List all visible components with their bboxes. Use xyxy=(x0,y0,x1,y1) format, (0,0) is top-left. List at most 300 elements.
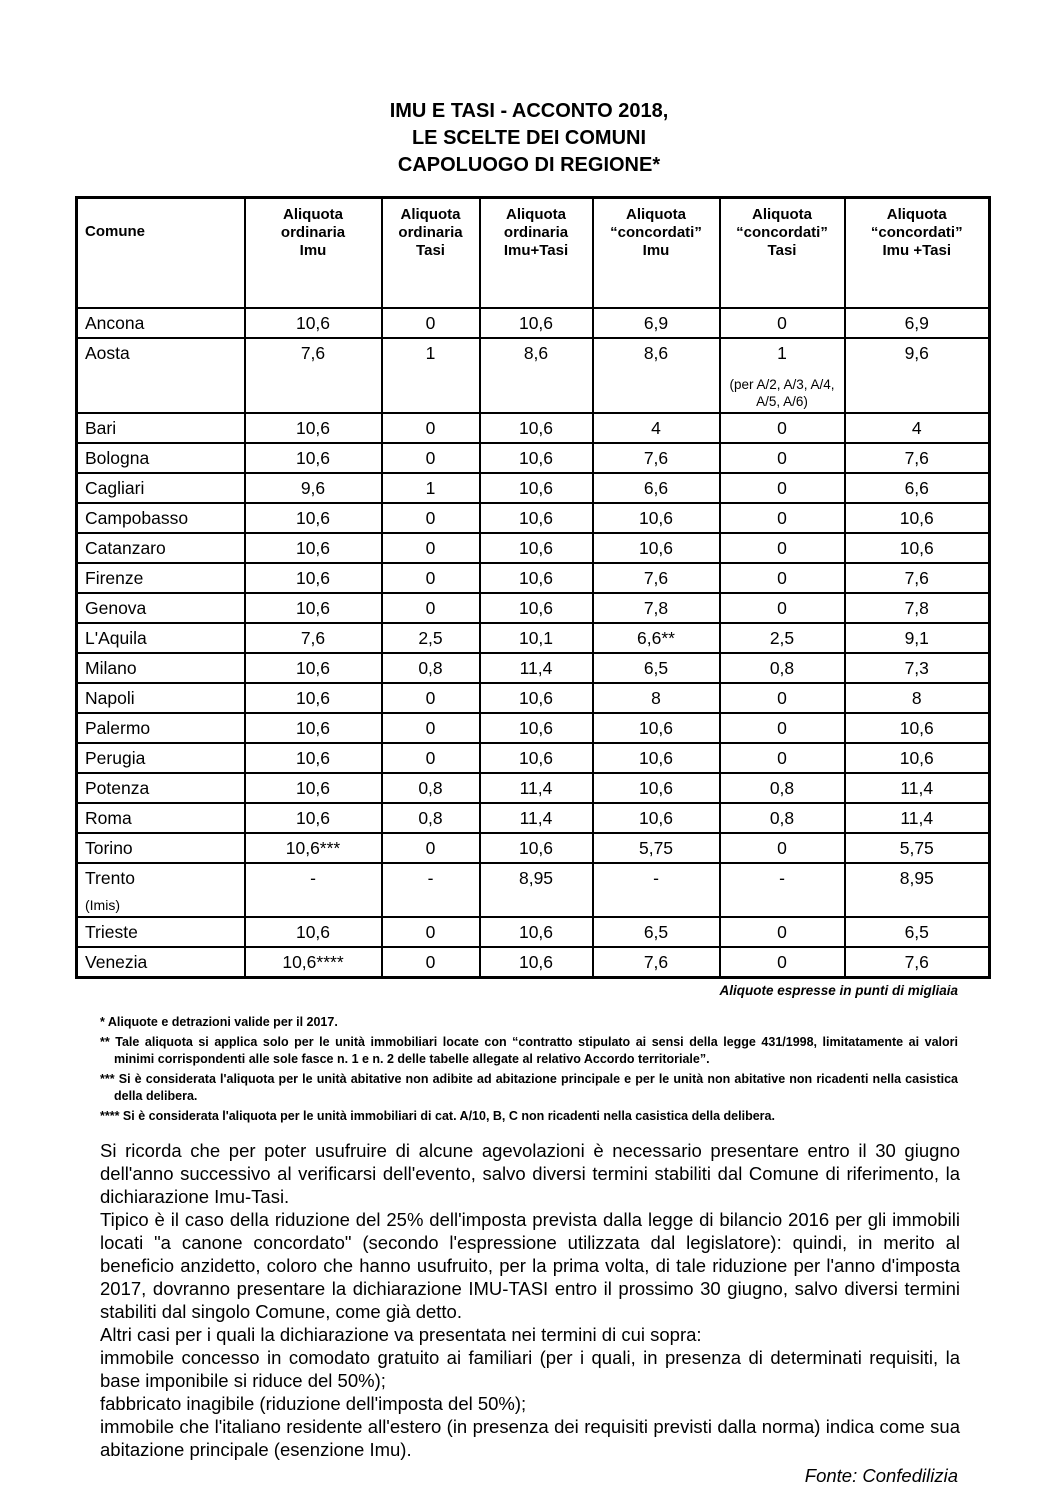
cell-value: 0 xyxy=(777,313,787,333)
value-cell xyxy=(245,308,382,338)
cell-value: 11,4 xyxy=(519,808,553,828)
value-cell xyxy=(845,473,990,503)
cell-value: 7,6 xyxy=(904,568,929,588)
value-cell xyxy=(720,917,845,947)
value-cell xyxy=(245,653,382,683)
cell-value: 1 xyxy=(425,343,436,363)
cell-value: 7,6 xyxy=(904,448,929,468)
cell-value: 0 xyxy=(425,313,436,333)
cell-value: 10,6 xyxy=(518,922,554,942)
cell-value: 0 xyxy=(777,478,787,498)
cell-value: 10,6 xyxy=(295,778,331,798)
footnote: *** Si è considerata l'aliquota per le unità abitative non adibite ad abitazione principale e per le unità non abitative non ricadenti nella casistica della delibera. xyxy=(100,1072,958,1103)
cell-value: 0,8 xyxy=(769,658,795,678)
value-cell xyxy=(480,563,593,593)
value-cell xyxy=(593,308,720,338)
column-header xyxy=(845,198,990,309)
cell-value: 10,6 xyxy=(518,478,554,498)
comune-name: Bologna xyxy=(85,448,150,468)
header-line: Imu xyxy=(299,242,327,259)
table-row xyxy=(77,713,990,743)
comune-cell xyxy=(77,473,245,503)
comune-name: L'Aquila xyxy=(85,628,147,648)
body-paragraph: Tipico è il caso della riduzione del 25% dell'imposta prevista dalla legge di bilancio 2016 per gli immobili locati "a canone concordato" (secondo l'espressione utilizzata dal legislatore): quindi, in merito al beneficio anzidetto, coloro che hanno usufruito, per la prima volta, di tale riduzione per l'anno d'imposta 2017, dovranno presentare la dichiarazione IMU-TASI entro il prossimo 30 giugno, salvo diversi termini stabiliti dal singolo Comune, come già detto. xyxy=(100,1209,960,1322)
header-line: Aliquota xyxy=(283,206,343,223)
cell-value: 0 xyxy=(777,748,787,768)
value-cell xyxy=(480,413,593,443)
value-cell xyxy=(593,917,720,947)
cell-value: 7,6 xyxy=(300,343,326,363)
rates-table xyxy=(75,196,991,979)
cell-value: 0 xyxy=(425,448,436,468)
value-cell xyxy=(382,338,480,413)
cell-value: 0,8 xyxy=(418,778,443,798)
value-cell xyxy=(593,833,720,863)
table-row xyxy=(77,443,990,473)
header-line: ordinaria xyxy=(280,224,346,241)
cell-value: 10,6 xyxy=(638,778,674,798)
cell-value: 0 xyxy=(425,688,436,708)
cell-value: 6,5 xyxy=(643,922,669,942)
cell-value: 0,8 xyxy=(418,808,443,828)
value-cell xyxy=(245,338,382,413)
cell-value: 6,9 xyxy=(643,313,669,333)
table-row xyxy=(77,833,990,863)
value-cell xyxy=(593,413,720,443)
value-cell xyxy=(480,623,593,653)
cell-value: 10,6 xyxy=(899,538,934,558)
table-row xyxy=(77,863,990,917)
cell-value: 10,6 xyxy=(295,418,331,438)
cell-value: 0 xyxy=(425,748,436,768)
value-cell xyxy=(382,773,480,803)
cell-value: 6,6 xyxy=(643,478,669,498)
cell-value: 10,6 xyxy=(518,688,554,708)
cell-value: 10,1 xyxy=(518,628,554,648)
cell-value: 9,6 xyxy=(300,478,326,498)
column-header xyxy=(480,198,593,309)
cell-value: 10,6 xyxy=(638,718,674,738)
table-row xyxy=(77,473,990,503)
value-cell xyxy=(593,683,720,713)
value-cell xyxy=(382,443,480,473)
cell-value: 0 xyxy=(425,922,436,942)
comune-cell xyxy=(77,413,245,443)
cell-value: 10,6*** xyxy=(285,838,341,858)
value-cell xyxy=(382,623,480,653)
cell-value: 0 xyxy=(777,688,787,708)
value-cell xyxy=(480,653,593,683)
value-cell xyxy=(593,713,720,743)
cell-value: 0 xyxy=(425,718,436,738)
comune-cell xyxy=(77,623,245,653)
cell-value: 10,6 xyxy=(638,748,674,768)
comune-name: Napoli xyxy=(85,688,135,708)
header-line: “concordati” xyxy=(870,224,963,241)
value-cell xyxy=(720,743,845,773)
value-cell xyxy=(382,713,480,743)
header-line: Tasi xyxy=(767,242,797,259)
value-cell xyxy=(720,653,845,683)
header-line: Aliquota xyxy=(400,206,461,223)
cell-value: 10,6 xyxy=(295,688,331,708)
cell-value: 5,75 xyxy=(899,838,934,858)
value-cell xyxy=(382,533,480,563)
cell-value: 10,6 xyxy=(899,718,934,738)
cell-value: 10,6 xyxy=(518,418,554,438)
cell-value: 11,4 xyxy=(519,658,553,678)
cell-value: 0,8 xyxy=(769,778,795,798)
header-line: Aliquota xyxy=(626,206,686,223)
value-cell xyxy=(720,833,845,863)
value-cell xyxy=(720,308,845,338)
value-cell xyxy=(245,533,382,563)
footnote: ** Tale aliquota si applica solo per le unità immobiliari locate con “contratto stipulato ai sensi della legge 431/1998, limitatamente ai valori minimi corrispondenti alle sole fasce n. 1 e n. 2 delle tabelle allegate al relativo Accordo territoriale”. xyxy=(100,1035,958,1066)
value-cell xyxy=(845,503,990,533)
cell-value: 0 xyxy=(777,952,787,972)
comune-name: Campobasso xyxy=(85,508,189,528)
table-row xyxy=(77,308,990,338)
value-cell xyxy=(845,713,990,743)
header-line: Aliquota xyxy=(752,206,812,223)
comune-cell xyxy=(77,308,245,338)
cell-value: 8,95 xyxy=(518,868,554,888)
value-cell xyxy=(845,563,990,593)
comune-cell xyxy=(77,713,245,743)
cell-value: 10,6 xyxy=(518,538,554,558)
value-cell xyxy=(593,503,720,533)
comune-cell xyxy=(77,503,245,533)
value-cell xyxy=(720,503,845,533)
comune-cell xyxy=(77,683,245,713)
cell-value: 8 xyxy=(651,688,661,708)
value-cell xyxy=(245,863,382,917)
value-cell xyxy=(245,443,382,473)
value-cell xyxy=(845,833,990,863)
header-line: ordinaria xyxy=(398,224,463,241)
table-row xyxy=(77,683,990,713)
comune-name: Trieste xyxy=(85,922,138,942)
value-cell xyxy=(480,503,593,533)
body-paragraph: Si ricorda che per poter usufruire di alcune agevolazioni è necessario presentare entro il 30 giugno dell'anno successivo al verificarsi dell'evento, salvo diversi termini stabiliti dal Comune di riferimento, la dichiarazione Imu-Tasi. xyxy=(100,1140,960,1207)
header-line: Aliquota xyxy=(506,206,566,223)
cell-value: 10,6 xyxy=(295,568,331,588)
value-cell xyxy=(382,473,480,503)
cell-value: 0 xyxy=(777,838,787,858)
comune-cell xyxy=(77,833,245,863)
table-row xyxy=(77,593,990,623)
cell-value: 10,6 xyxy=(518,313,554,333)
value-cell xyxy=(245,413,382,443)
header-line: “concordati” xyxy=(610,224,702,241)
cell-value: 10,6 xyxy=(295,448,331,468)
table-row xyxy=(77,338,990,413)
document-title xyxy=(0,0,1058,179)
value-cell xyxy=(720,563,845,593)
column-header xyxy=(720,198,845,309)
value-cell xyxy=(593,593,720,623)
cell-value: 0 xyxy=(425,508,436,528)
body-text-block xyxy=(100,1139,960,1461)
cell-value: 0 xyxy=(777,598,787,618)
cell-value: 10,6 xyxy=(518,448,554,468)
cell-value: 8,95 xyxy=(899,868,934,888)
header-line: Imu xyxy=(642,242,670,259)
value-cell xyxy=(593,803,720,833)
column-header xyxy=(593,198,720,309)
value-cell xyxy=(845,683,990,713)
comune-cell xyxy=(77,593,245,623)
value-cell xyxy=(480,863,593,917)
cell-value: 7,8 xyxy=(904,598,929,618)
cell-value: 11,4 xyxy=(519,778,553,798)
value-cell xyxy=(480,533,593,563)
column-header xyxy=(245,198,382,309)
cell-value: 10,6 xyxy=(899,748,934,768)
cell-value: 7,8 xyxy=(643,598,669,618)
value-cell xyxy=(245,563,382,593)
cell-value: 10,6 xyxy=(518,598,554,618)
value-cell xyxy=(593,863,720,917)
value-cell xyxy=(480,443,593,473)
cell-value: 10,6 xyxy=(638,538,674,558)
header-line: Comune xyxy=(85,223,145,240)
value-cell xyxy=(845,308,990,338)
comune-sub-label: (Imis) xyxy=(85,897,120,913)
value-cell xyxy=(593,773,720,803)
cell-value: 10,6 xyxy=(295,538,331,558)
value-cell xyxy=(382,503,480,533)
cell-value: - xyxy=(427,868,434,888)
value-cell xyxy=(845,947,990,978)
comune-cell xyxy=(77,947,245,978)
cell-value: 8,6 xyxy=(523,343,549,363)
cell-value: 6,6 xyxy=(904,478,929,498)
cell-value: - xyxy=(779,868,785,888)
value-cell xyxy=(480,713,593,743)
cell-value: 0,8 xyxy=(418,658,443,678)
cell-value: 10,6**** xyxy=(282,952,344,972)
value-cell xyxy=(382,833,480,863)
value-cell xyxy=(593,338,720,413)
cell-value: 7,6 xyxy=(643,448,669,468)
cell-value: 0 xyxy=(777,922,787,942)
value-cell xyxy=(593,653,720,683)
cell-value: 6,9 xyxy=(904,313,929,333)
comune-cell xyxy=(77,743,245,773)
value-cell xyxy=(382,863,480,917)
value-cell xyxy=(720,713,845,743)
comune-cell xyxy=(77,917,245,947)
cell-value: 10,6 xyxy=(518,838,554,858)
cell-value: 6,5 xyxy=(904,922,929,942)
table-header-row xyxy=(77,198,990,309)
comune-cell xyxy=(77,338,245,413)
table-row xyxy=(77,653,990,683)
table-row xyxy=(77,503,990,533)
table-row xyxy=(77,413,990,443)
value-cell xyxy=(480,473,593,503)
comune-name: Trento xyxy=(85,868,135,888)
value-cell xyxy=(845,623,990,653)
value-cell xyxy=(720,338,845,413)
cell-value: 1 xyxy=(425,478,436,498)
body-paragraph: immobile che l'italiano residente all'estero (in presenza dei requisiti previsti dalla norma) indica come sua abitazione principale (esenzione Imu). xyxy=(100,1416,960,1460)
cell-value: 0 xyxy=(425,418,436,438)
source-line: Fonte: Confedilizia xyxy=(804,1465,958,1486)
cell-value: 0 xyxy=(777,538,787,558)
value-cell xyxy=(480,338,593,413)
cell-value: 10,6 xyxy=(295,922,331,942)
cell-value: - xyxy=(653,868,659,888)
cell-value: 10,6 xyxy=(518,748,554,768)
header-line: “concordati” xyxy=(736,224,828,241)
footnote: **** Si è considerata l'aliquota per le unità immobiliari di cat. A/10, B, C non ricadenti nella casistica della delibera. xyxy=(100,1109,775,1123)
cell-value: 7,6 xyxy=(643,568,669,588)
footnotes-block xyxy=(100,1014,958,1125)
cell-value: 9,6 xyxy=(904,343,929,363)
table-caption: Aliquote espresse in punti di migliaia xyxy=(719,983,958,998)
value-cell xyxy=(720,947,845,978)
value-cell xyxy=(245,947,382,978)
cell-value: 0 xyxy=(425,568,436,588)
value-cell xyxy=(720,473,845,503)
header-line: Imu+Tasi xyxy=(503,242,569,259)
comune-name: Potenza xyxy=(85,778,150,798)
value-cell xyxy=(480,803,593,833)
value-cell xyxy=(245,473,382,503)
column-header xyxy=(382,198,480,309)
value-cell xyxy=(245,713,382,743)
value-cell xyxy=(382,743,480,773)
comune-cell xyxy=(77,443,245,473)
cell-value: 0 xyxy=(425,952,436,972)
table-row xyxy=(77,803,990,833)
value-cell xyxy=(720,413,845,443)
value-cell xyxy=(245,503,382,533)
value-cell xyxy=(845,917,990,947)
comune-name: Aosta xyxy=(85,343,130,363)
value-cell xyxy=(480,743,593,773)
cell-value: 0 xyxy=(425,538,436,558)
value-cell xyxy=(720,683,845,713)
comune-name: Bari xyxy=(85,418,117,438)
value-cell xyxy=(845,533,990,563)
cell-value: 11,4 xyxy=(900,808,934,828)
value-cell xyxy=(382,683,480,713)
cell-value: 10,6 xyxy=(899,508,934,528)
value-cell xyxy=(382,653,480,683)
header-line: Aliquota xyxy=(886,206,947,223)
value-cell xyxy=(480,308,593,338)
value-cell xyxy=(382,803,480,833)
cell-value: 10,6 xyxy=(295,748,331,768)
cell-value: 7,6 xyxy=(643,952,669,972)
body-paragraph: Altri casi per i quali la dichiarazione va presentata nei termini di cui sopra: xyxy=(100,1324,702,1345)
value-cell xyxy=(480,773,593,803)
header-line: Imu +Tasi xyxy=(882,242,951,259)
cell-value: 7,3 xyxy=(904,658,929,678)
cell-value: 10,6 xyxy=(518,952,554,972)
value-cell xyxy=(845,773,990,803)
table-row xyxy=(77,533,990,563)
cell-value: 10,6 xyxy=(295,718,331,738)
cell-value: 10,6 xyxy=(295,598,331,618)
value-cell xyxy=(593,947,720,978)
title-line-2: LE SCELTE DEI COMUNI xyxy=(411,127,647,149)
value-cell xyxy=(593,443,720,473)
value-cell xyxy=(720,773,845,803)
table-row xyxy=(77,947,990,978)
comune-cell xyxy=(77,773,245,803)
table-row xyxy=(77,563,990,593)
cell-value: 2,5 xyxy=(769,628,795,648)
value-cell xyxy=(593,743,720,773)
comune-cell xyxy=(77,653,245,683)
body-paragraph: fabbricato inagibile (riduzione dell'imposta del 50%); xyxy=(100,1393,527,1414)
value-cell xyxy=(845,443,990,473)
value-cell xyxy=(845,743,990,773)
cell-value: 0 xyxy=(777,568,787,588)
comune-name: Palermo xyxy=(85,718,151,738)
comune-name: Catanzaro xyxy=(85,538,166,558)
body-paragraph: immobile concesso in comodato gratuito ai familiari (per i quali, in presenza di determinati requisiti, la base imponibile si riduce del 50%); xyxy=(100,1347,960,1391)
value-cell xyxy=(245,623,382,653)
cell-value: 4 xyxy=(651,418,661,438)
footnote: * Aliquote e detrazioni valide per il 2017. xyxy=(100,1015,338,1029)
value-cell xyxy=(593,533,720,563)
value-cell xyxy=(480,833,593,863)
table-row xyxy=(77,773,990,803)
cell-value: 10,6 xyxy=(295,658,331,678)
value-cell xyxy=(245,773,382,803)
cell-value: 10,6 xyxy=(295,808,331,828)
cell-sub-note: (per A/2, A/3, A/4, A/5, A/6) xyxy=(729,377,835,409)
value-cell xyxy=(480,683,593,713)
value-cell xyxy=(382,593,480,623)
table-row xyxy=(77,743,990,773)
value-cell xyxy=(480,947,593,978)
value-cell xyxy=(720,533,845,563)
comune-name: Venezia xyxy=(85,952,148,972)
comune-name: Torino xyxy=(85,838,133,858)
comune-name: Perugia xyxy=(85,748,146,768)
table-row xyxy=(77,917,990,947)
cell-value: 10,6 xyxy=(638,508,674,528)
comune-name: Cagliari xyxy=(85,478,145,498)
cell-value: - xyxy=(310,868,316,888)
value-cell xyxy=(245,683,382,713)
cell-value: 11,4 xyxy=(900,778,934,798)
cell-value: 10,6 xyxy=(518,718,554,738)
value-cell xyxy=(720,623,845,653)
cell-value: 1 xyxy=(777,343,787,363)
value-cell xyxy=(845,653,990,683)
value-cell xyxy=(845,863,990,917)
column-header-comune xyxy=(77,198,245,309)
cell-value: 0 xyxy=(425,838,436,858)
rates-table-wrap xyxy=(75,196,988,979)
header-line: ordinaria xyxy=(503,224,569,241)
comune-name: Ancona xyxy=(85,313,145,333)
value-cell xyxy=(593,623,720,653)
comune-name: Genova xyxy=(85,598,147,618)
cell-value: 7,6 xyxy=(300,628,326,648)
title-line-1: IMU E TASI - ACCONTO 2018, xyxy=(389,100,669,122)
cell-value: 6,6** xyxy=(637,628,675,648)
value-cell xyxy=(480,593,593,623)
cell-value: 0,8 xyxy=(769,808,795,828)
